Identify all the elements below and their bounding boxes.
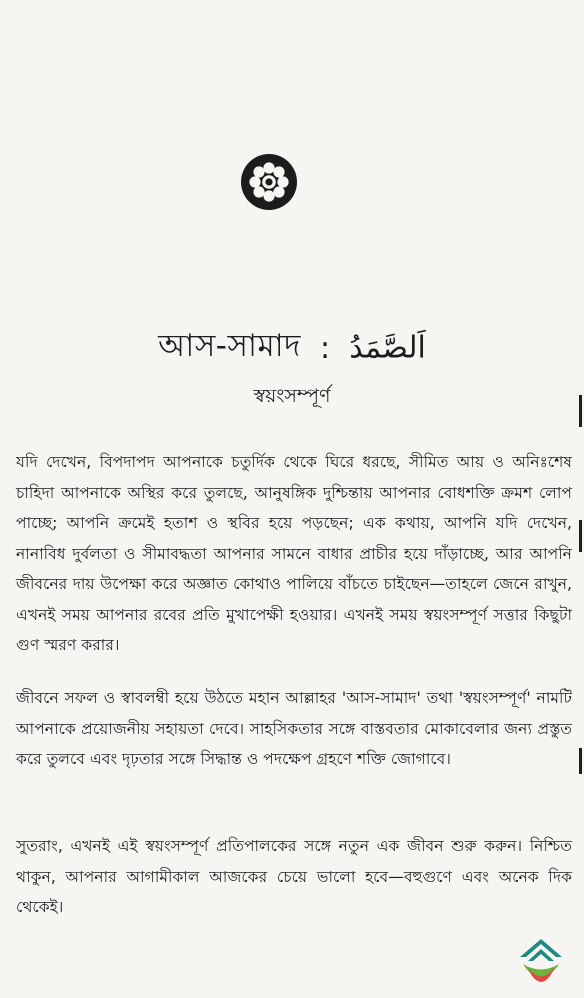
chapter-heading — [0, 322, 584, 374]
heading-arabic: اَلصَّمَدُ — [349, 330, 426, 366]
publisher-logo-icon — [516, 935, 566, 985]
paragraph-2: জীবনে সফল ও স্বাবলম্বী হয়ে উঠতে মহান আল্লাহর 'আস-সামাদ' তথা 'স্বয়ংসম্পূর্ণ' নামটি আপনাকে প্রয়োজনীয় সহায়তা দেবে। সাহসিকতার সঙ্গে বাস্তবতার মোকাবেলার জন্য প্রস্তুত করে তুলবে এবং দৃঢ়তার সঙ্গে সিদ্ধান্ত ও পদক্ষেপ গ্রহণে শক্তি জোগাবে। — [16, 689, 572, 768]
paragraph-3: সুতরাং, এখনই এই স্বয়ংসম্পূর্ণ প্রতিপালকের সঙ্গে নতুন এক জীবন শুরু করুন। নিশ্চিত থাকুন, আপনার আগামীকাল আজকের চেয়ে ভালো হবে—বহুগুণে এবং অনেক দিক থেকেই। — [16, 837, 572, 916]
page-edge-mark — [579, 395, 582, 427]
page-edge-mark — [579, 520, 582, 552]
page-edge-mark — [579, 748, 582, 774]
paragraph-1: যদি দেখেন, বিপদাপদ আপনাকে চতুর্দিক থেকে ঘিরে ধরছে, সীমিত আয় ও অনিঃশেষ চাহিদা আপনাকে অস্থির করে তুলছে, আনুষঙ্গিক দুশ্চিন্তায় আপনার বোধশক্তি ক্রমশ লোপ পাচ্ছে; আপনি ক্রমেই হতাশ ও স্থবির হয়ে পড়ছেন; এক কথায়, আপনি যদি দেখেন, নানাবিধ দুর্বলতা ও সীমাবদ্ধতা আপনার সামনে বাধার প্রাচীর হয়ে দাঁড়াচ্ছে, আর আপনি জীবনের দায় উপেক্ষা করে অজ্ঞাত কোথাও পালিয়ে বাঁচতে চাইছেন—তাহলে জেনে রাখুন, এখনই সময় আপনার রবের প্রতি মুখাপেক্ষী হওয়ার। এখনই সময় স্বয়ংসম্পূর্ণ সত্তার কিছুটা গুণ স্মরণ করার। — [16, 453, 572, 654]
chapter-subtitle: স্বয়ংসম্পূর্ণ — [253, 385, 331, 407]
flower-ornament-icon — [240, 153, 298, 211]
heading-separator: : — [320, 330, 331, 366]
heading-bangla: আস-সামাদ — [158, 328, 301, 364]
